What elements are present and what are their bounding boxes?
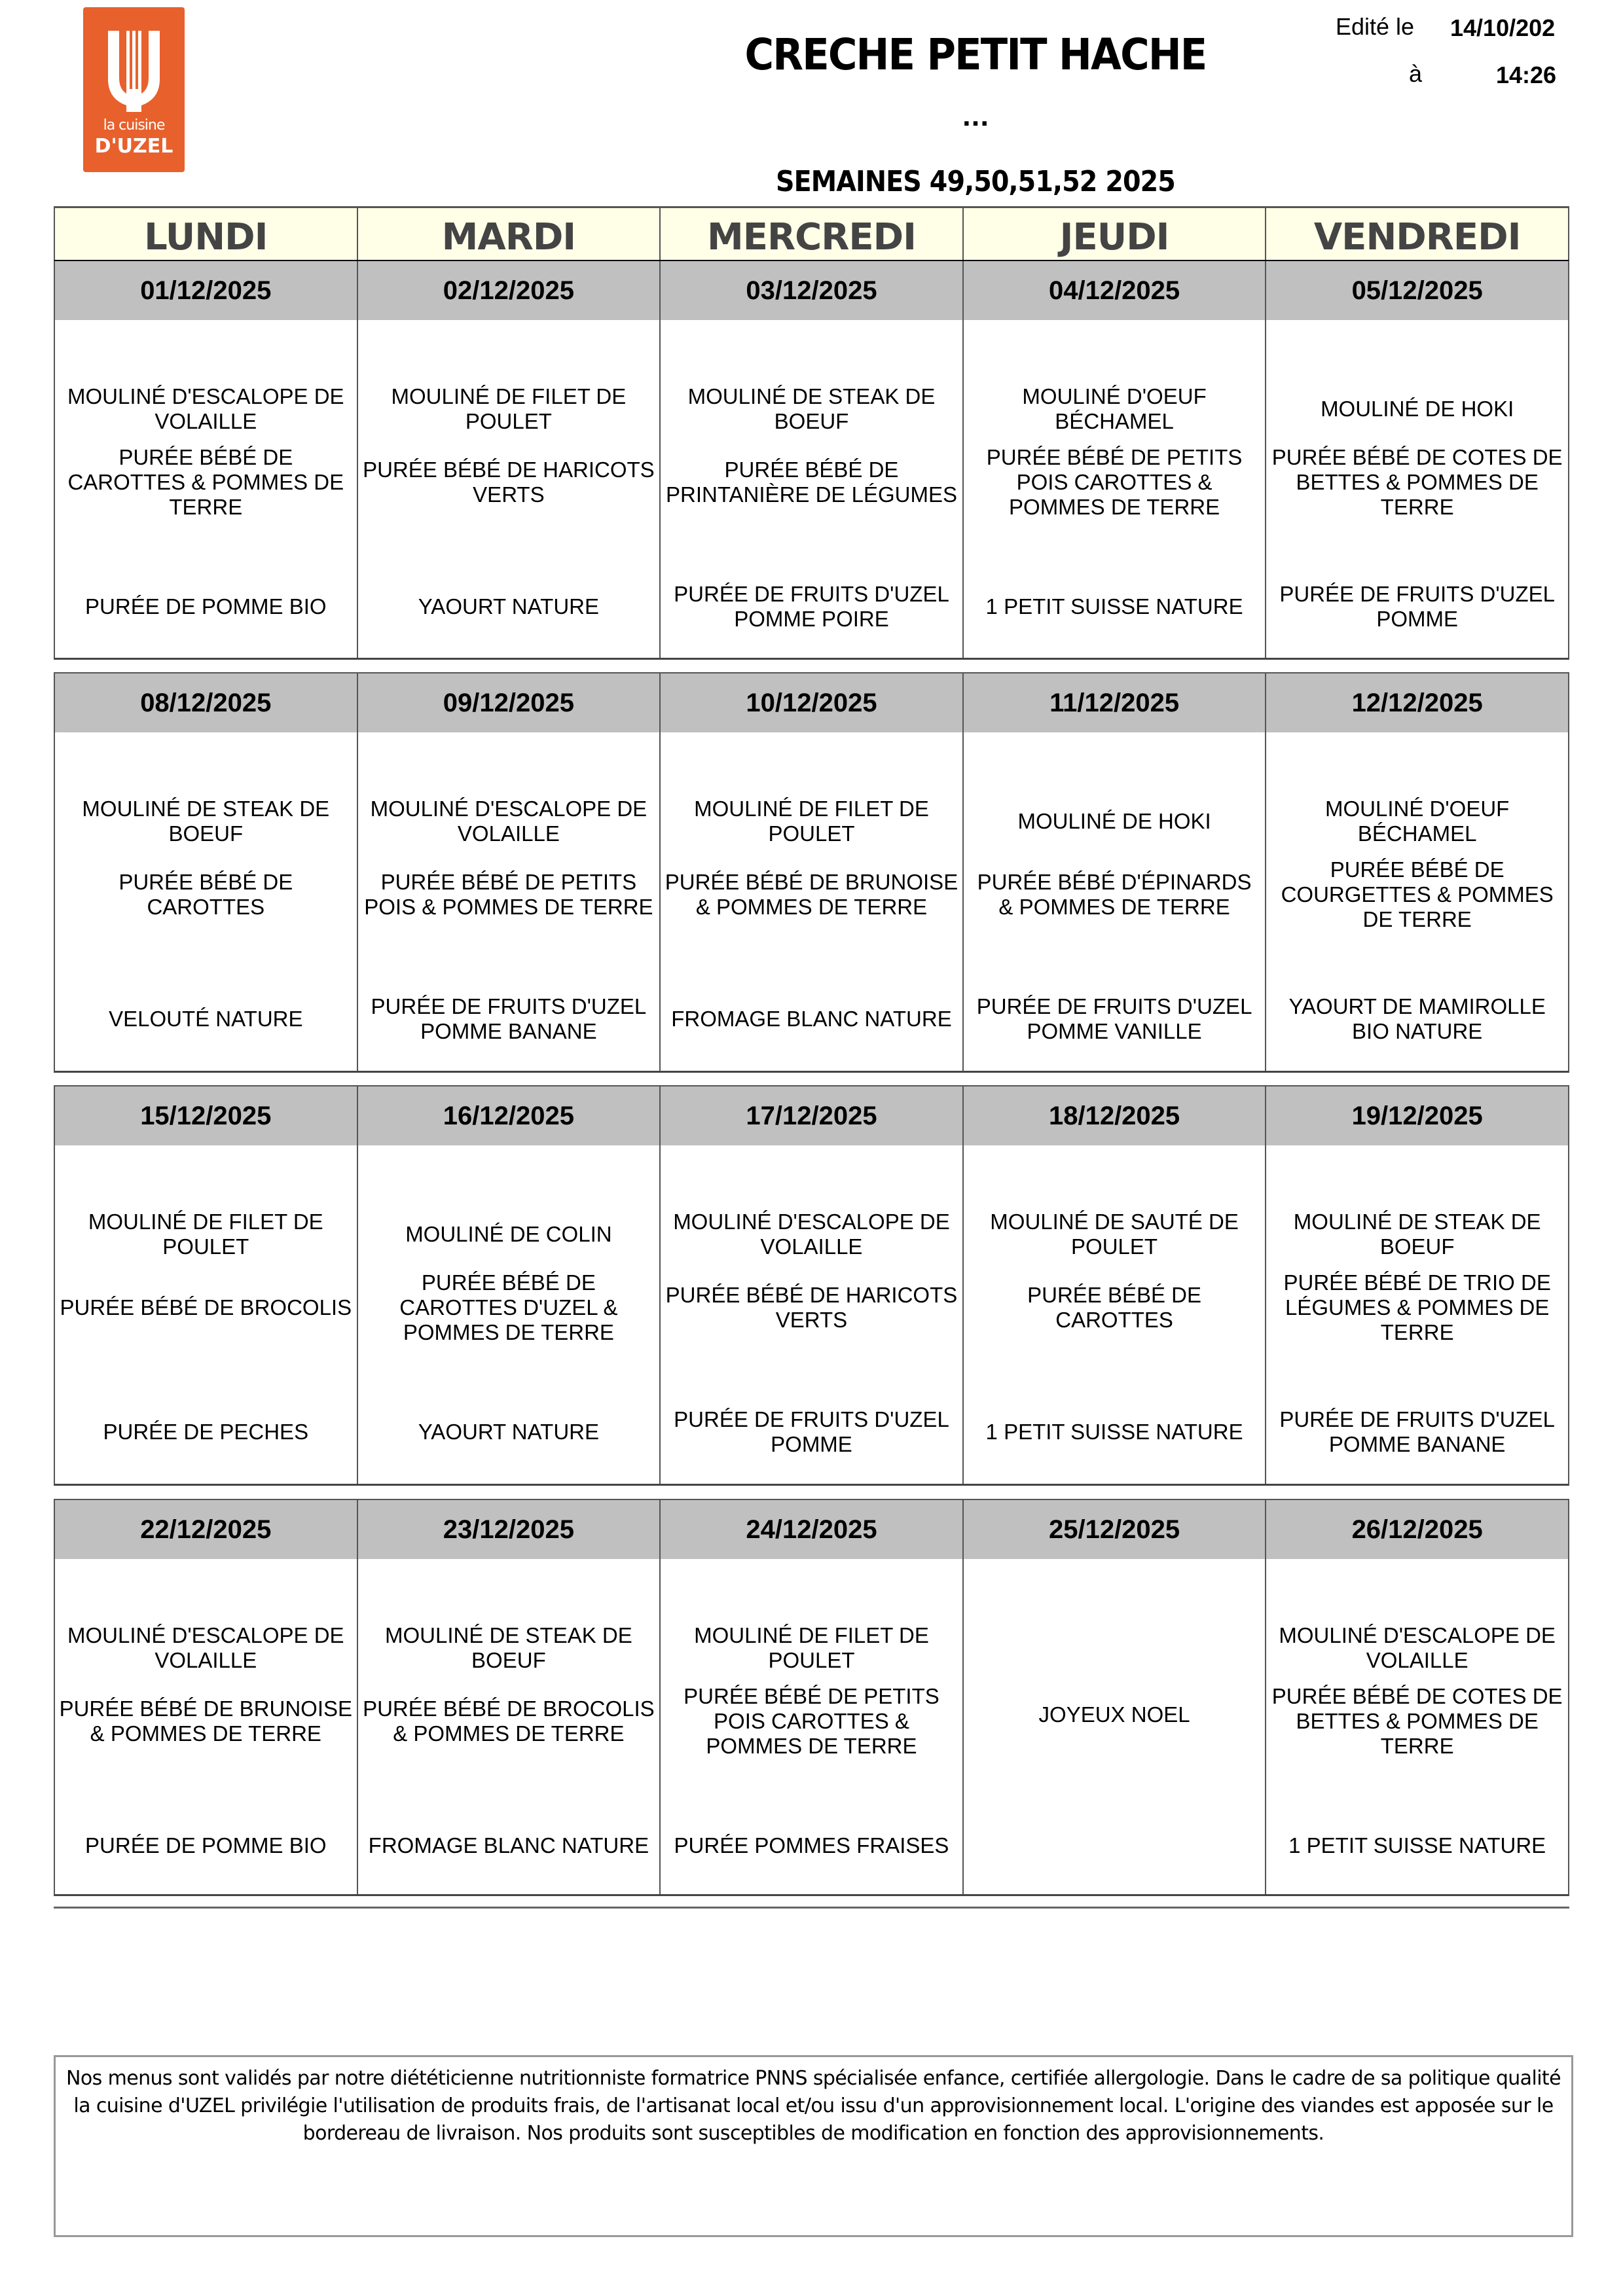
date-cell: 16/12/2025: [358, 1086, 661, 1145]
side-dish-text: PURÉE BÉBÉ DE TRIO DE LÉGUMES & POMMES DE TERRE: [1283, 1270, 1551, 1344]
dessert: [59, 1404, 353, 1460]
date-cell: 10/12/2025: [661, 673, 964, 732]
dessert: [59, 991, 353, 1047]
main-dish-text: MOULINÉ DE HOKI: [1321, 397, 1514, 421]
main-dish-text: MOULINÉ DE FILET DE POULET: [88, 1210, 323, 1259]
date-row: [55, 1086, 1568, 1145]
week-block: [54, 260, 1569, 660]
meal-cell: [358, 320, 661, 658]
main-dish-text: MOULINÉ DE HOKI: [1017, 809, 1211, 833]
side-dish: [968, 853, 1262, 937]
week-block: [54, 1085, 1569, 1486]
dessert: [665, 991, 958, 1047]
date-cell: 12/12/2025: [1351, 688, 1483, 717]
dessert: [968, 1404, 1262, 1460]
side-dish: [665, 1679, 958, 1763]
day-header-row: [54, 206, 1569, 260]
dessert-text: PURÉE POMMES FRAISES: [674, 1833, 949, 1857]
date-cell: 01/12/2025: [55, 261, 358, 320]
date-cell: 22/12/2025: [55, 1500, 358, 1559]
main-dish-text: MOULINÉ DE STEAK DE BOEUF: [1293, 1210, 1541, 1259]
side-dish-text: PURÉE BÉBÉ DE BRUNOISE & POMMES DE TERRE: [59, 1696, 353, 1746]
main-dish-text: MOULINÉ D'OEUF BÉCHAMEL: [1325, 797, 1510, 846]
meal-cell: [55, 732, 358, 1071]
dessert: [362, 1404, 656, 1460]
dessert: [362, 991, 656, 1047]
dessert-text: PURÉE DE FRUITS D'UZEL POMME POIRE: [674, 582, 949, 631]
dessert-text: FROMAGE BLANC NATURE: [368, 1833, 649, 1857]
dessert-text: PURÉE DE POMME BIO: [85, 1833, 327, 1857]
meal-cell: [1266, 1145, 1568, 1484]
main-dish: [1270, 790, 1564, 853]
meal-cell: [358, 1145, 661, 1484]
side-dish-text: PURÉE BÉBÉ DE BROCOLIS: [60, 1295, 352, 1319]
meal-cell: [964, 1145, 1267, 1484]
day-header-tuesday: MARDI: [358, 208, 661, 260]
side-dish: [968, 440, 1262, 524]
side-dish: [362, 440, 656, 524]
date-cell: 19/12/2025: [1351, 1101, 1483, 1130]
edited-date: 14/10/202: [1450, 14, 1556, 41]
dessert-text: PURÉE DE FRUITS D'UZEL POMME: [1279, 582, 1556, 631]
main-dish-text: MOULINÉ DE STEAK DE BOEUF: [82, 797, 330, 846]
date-cell: 05/12/2025: [1351, 276, 1483, 305]
date-cell: 09/12/2025: [358, 673, 661, 732]
main-dish: [1270, 1203, 1564, 1266]
date-row: [55, 673, 1568, 732]
date-cell: 04/12/2025: [964, 261, 1267, 320]
page-title: CRECHE PETIT HACHE: [744, 29, 1207, 80]
main-dish-text: MOULINÉ D'ESCALOPE DE VOLAILLE: [370, 797, 647, 846]
side-dish: [1270, 1679, 1564, 1763]
main-dish: [59, 1203, 353, 1266]
main-dish: [1270, 1617, 1564, 1679]
side-dish: [968, 1266, 1262, 1350]
meal-cell: [358, 732, 661, 1071]
main-dish-text: MOULINÉ DE FILET DE POULET: [694, 1623, 929, 1672]
date-cell: 18/12/2025: [964, 1086, 1267, 1145]
dessert-text: PURÉE DE FRUITS D'UZEL POMME BANANE: [371, 994, 647, 1043]
main-dish: [1270, 378, 1564, 440]
meal-cell: [661, 732, 964, 1071]
main-dish-text: MOULINÉ D'OEUF BÉCHAMEL: [1022, 384, 1207, 433]
side-dish: [665, 1266, 958, 1350]
edited-label: Edité le: [1336, 13, 1415, 40]
main-dish-text: MOULINÉ DE FILET DE POULET: [391, 384, 627, 433]
meal-cell: [661, 320, 964, 658]
main-dish-text: MOULINÉ DE STEAK DE BOEUF: [687, 384, 936, 433]
day-header-monday: LUNDI: [55, 208, 358, 260]
meal-cell: [964, 732, 1267, 1071]
meal-cell: [1266, 1559, 1568, 1894]
date-cell: 08/12/2025: [55, 673, 358, 732]
meal-cell: [55, 1145, 358, 1484]
meals-row: [55, 320, 1568, 658]
dessert-text: PURÉE DE FRUITS D'UZEL POMME: [674, 1407, 949, 1456]
side-dish-text: PURÉE BÉBÉ DE CAROTTES: [119, 870, 293, 919]
date-cell: 25/12/2025: [964, 1500, 1267, 1559]
footer-text: Nos menus sont validés par notre diététicienne nutritionniste formatrice PNNS spécialisée enfance, certifiée allergologie. Dans le cadre de sa politique qualité la cuisine d'UZEL privilégie l'utilisation de produits frais, de l'artisanat local et/ou issu d'un approvisionnement local. L'origine des viandes est apposée sur le bordereau de livraison. Nos produits sont susceptibles de modification en fonction des approvisionnements.: [66, 2067, 1561, 2145]
special-message-text: JOYEUX NOEL: [1038, 1702, 1190, 1727]
main-dish-text: MOULINÉ DE SAUTÉ DE POULET: [990, 1210, 1239, 1259]
side-dish-text: PURÉE BÉBÉ DE PETITS POIS & POMMES DE TERRE: [364, 870, 653, 919]
dessert: [1270, 579, 1564, 635]
side-dish-text: PURÉE BÉBÉ DE PETITS POIS CAROTTES & POMMES DE TERRE: [684, 1684, 939, 1758]
meals-row: [55, 732, 1568, 1071]
date-cell: 17/12/2025: [661, 1086, 964, 1145]
side-dish: [59, 440, 353, 524]
dessert: [968, 579, 1262, 635]
dessert: [1270, 1818, 1564, 1874]
side-dish: [665, 853, 958, 937]
date-row: [55, 261, 1568, 320]
main-dish: [59, 1617, 353, 1679]
main-dish: [665, 1617, 958, 1679]
main-dish: [968, 1203, 1262, 1266]
day-header-thursday: JEUDI: [964, 208, 1267, 260]
main-dish-text: MOULINÉ DE COLIN: [405, 1222, 612, 1246]
side-dish: [1270, 440, 1564, 524]
main-dish: [362, 378, 656, 440]
main-dish-text: MOULINÉ DE FILET DE POULET: [694, 797, 929, 846]
dessert: [59, 1818, 353, 1874]
page-subtitle: ...: [962, 105, 989, 132]
dessert: [665, 579, 958, 635]
side-dish: [59, 853, 353, 937]
dessert-text: PURÉE DE PECHES: [103, 1420, 309, 1444]
date-cell: 02/12/2025: [358, 261, 661, 320]
main-dish: [362, 790, 656, 853]
dessert: [362, 579, 656, 635]
side-dish-text: PURÉE BÉBÉ DE CAROTTES: [1027, 1283, 1202, 1332]
dessert: [362, 1818, 656, 1874]
special-message: [968, 1617, 1262, 1813]
main-dish: [665, 1203, 958, 1266]
dessert-text: 1 PETIT SUISSE NATURE: [985, 1420, 1243, 1444]
side-dish-text: PURÉE BÉBÉ DE COURGETTES & POMMES DE TERRE: [1281, 857, 1554, 931]
dessert-text: YAOURT DE MAMIROLLE BIO NATURE: [1288, 994, 1546, 1043]
date-cell: 03/12/2025: [661, 261, 964, 320]
side-dish: [362, 1679, 656, 1763]
main-dish: [665, 378, 958, 440]
side-dish-text: PURÉE BÉBÉ DE BROCOLIS & POMMES DE TERRE: [363, 1696, 655, 1746]
fork-icon: [83, 7, 185, 118]
day-header-friday: VENDREDI: [1313, 216, 1521, 259]
day-header-wednesday: MERCREDI: [661, 208, 964, 260]
main-dish: [665, 790, 958, 853]
main-dish: [362, 1617, 656, 1679]
main-dish: [968, 378, 1262, 440]
dessert: [59, 579, 353, 635]
meal-cell: [358, 1559, 661, 1894]
meal-cell: [964, 1559, 1267, 1894]
side-dish: [1270, 1266, 1564, 1350]
dessert-text: FROMAGE BLANC NATURE: [671, 1007, 952, 1031]
dessert-text: 1 PETIT SUISSE NATURE: [1288, 1833, 1546, 1857]
dessert: [665, 1818, 958, 1874]
main-dish-text: MOULINÉ D'ESCALOPE DE VOLAILLE: [673, 1210, 950, 1259]
meals-row: [55, 1145, 1568, 1484]
side-dish-text: PURÉE BÉBÉ DE PRINTANIÈRE DE LÉGUMES: [666, 457, 957, 507]
edited-at-label: à: [1409, 60, 1423, 87]
side-dish: [362, 1266, 656, 1350]
meals-row: [55, 1559, 1568, 1894]
side-dish-text: PURÉE BÉBÉ DE BRUNOISE & POMMES DE TERRE: [665, 870, 958, 919]
date-row: [55, 1500, 1568, 1559]
footer-note: [54, 2055, 1573, 2237]
side-dish: [665, 440, 958, 524]
meal-cell: [55, 320, 358, 658]
edited-time: 14:26: [1496, 62, 1557, 88]
side-dish: [59, 1266, 353, 1350]
date-cell: 26/12/2025: [1351, 1515, 1483, 1544]
dessert-text: 1 PETIT SUISSE NATURE: [985, 594, 1243, 619]
meal-cell: [1266, 732, 1568, 1071]
dessert-text: PURÉE DE FRUITS D'UZEL POMME BANANE: [1279, 1407, 1556, 1456]
logo-text-line1: la cuisine: [103, 117, 165, 134]
dessert: [1270, 991, 1564, 1047]
side-dish-text: PURÉE BÉBÉ DE HARICOTS VERTS: [363, 457, 655, 507]
date-cell: 23/12/2025: [358, 1500, 661, 1559]
side-dish: [362, 853, 656, 937]
main-dish: [59, 790, 353, 853]
main-dish-text: MOULINÉ D'ESCALOPE DE VOLAILLE: [1279, 1623, 1556, 1672]
meal-cell: [55, 1559, 358, 1894]
side-dish-text: PURÉE BÉBÉ DE HARICOTS VERTS: [665, 1283, 958, 1332]
dessert-text: VELOUTÉ NATURE: [109, 1007, 303, 1031]
dessert-text: YAOURT NATURE: [418, 594, 600, 619]
side-dish-text: PURÉE BÉBÉ DE COTES DE BETTES & POMMES DE TERRE: [1271, 445, 1563, 519]
main-dish: [59, 378, 353, 440]
divider: [54, 1907, 1569, 1909]
side-dish: [59, 1679, 353, 1763]
date-cell: 11/12/2025: [964, 673, 1267, 732]
side-dish-text: PURÉE BÉBÉ DE CAROTTES & POMMES DE TERRE: [67, 445, 344, 519]
meal-cell: [661, 1145, 964, 1484]
main-dish-text: MOULINÉ D'ESCALOPE DE VOLAILLE: [67, 1623, 344, 1672]
dessert-text: PURÉE DE FRUITS D'UZEL POMME VANILLE: [976, 994, 1252, 1043]
meal-cell: [1266, 320, 1568, 658]
main-dish-text: MOULINÉ D'ESCALOPE DE VOLAILLE: [67, 384, 344, 433]
logo-text-line2: D'UZEL: [94, 135, 173, 158]
side-dish-text: PURÉE BÉBÉ DE PETITS POIS CAROTTES & POMMES DE TERRE: [986, 445, 1243, 519]
meal-cell: [964, 320, 1267, 658]
side-dish-text: PURÉE BÉBÉ DE COTES DE BETTES & POMMES DE TERRE: [1271, 1684, 1563, 1758]
main-dish: [362, 1203, 656, 1266]
main-dish-text: MOULINÉ DE STEAK DE BOEUF: [385, 1623, 632, 1672]
dessert: [1270, 1404, 1564, 1460]
week-block: [54, 672, 1569, 1073]
meal-cell: [661, 1559, 964, 1894]
date-cell: 15/12/2025: [55, 1086, 358, 1145]
dessert: [968, 991, 1262, 1047]
side-dish-text: PURÉE BÉBÉ D'ÉPINARDS & POMMES DE TERRE: [977, 870, 1252, 919]
main-dish: [968, 790, 1262, 853]
dessert-text: PURÉE DE POMME BIO: [85, 594, 327, 619]
dessert-text: YAOURT NATURE: [418, 1420, 600, 1444]
date-cell: 24/12/2025: [661, 1500, 964, 1559]
side-dish: [1270, 853, 1564, 937]
side-dish-text: PURÉE BÉBÉ DE CAROTTES D'UZEL & POMMES DE TERRE: [399, 1270, 618, 1344]
brand-logo: [83, 7, 185, 172]
week-block: [54, 1499, 1569, 1896]
dessert: [665, 1404, 958, 1460]
weeks-title: SEMAINES 49,50,51,52 2025: [776, 165, 1175, 198]
